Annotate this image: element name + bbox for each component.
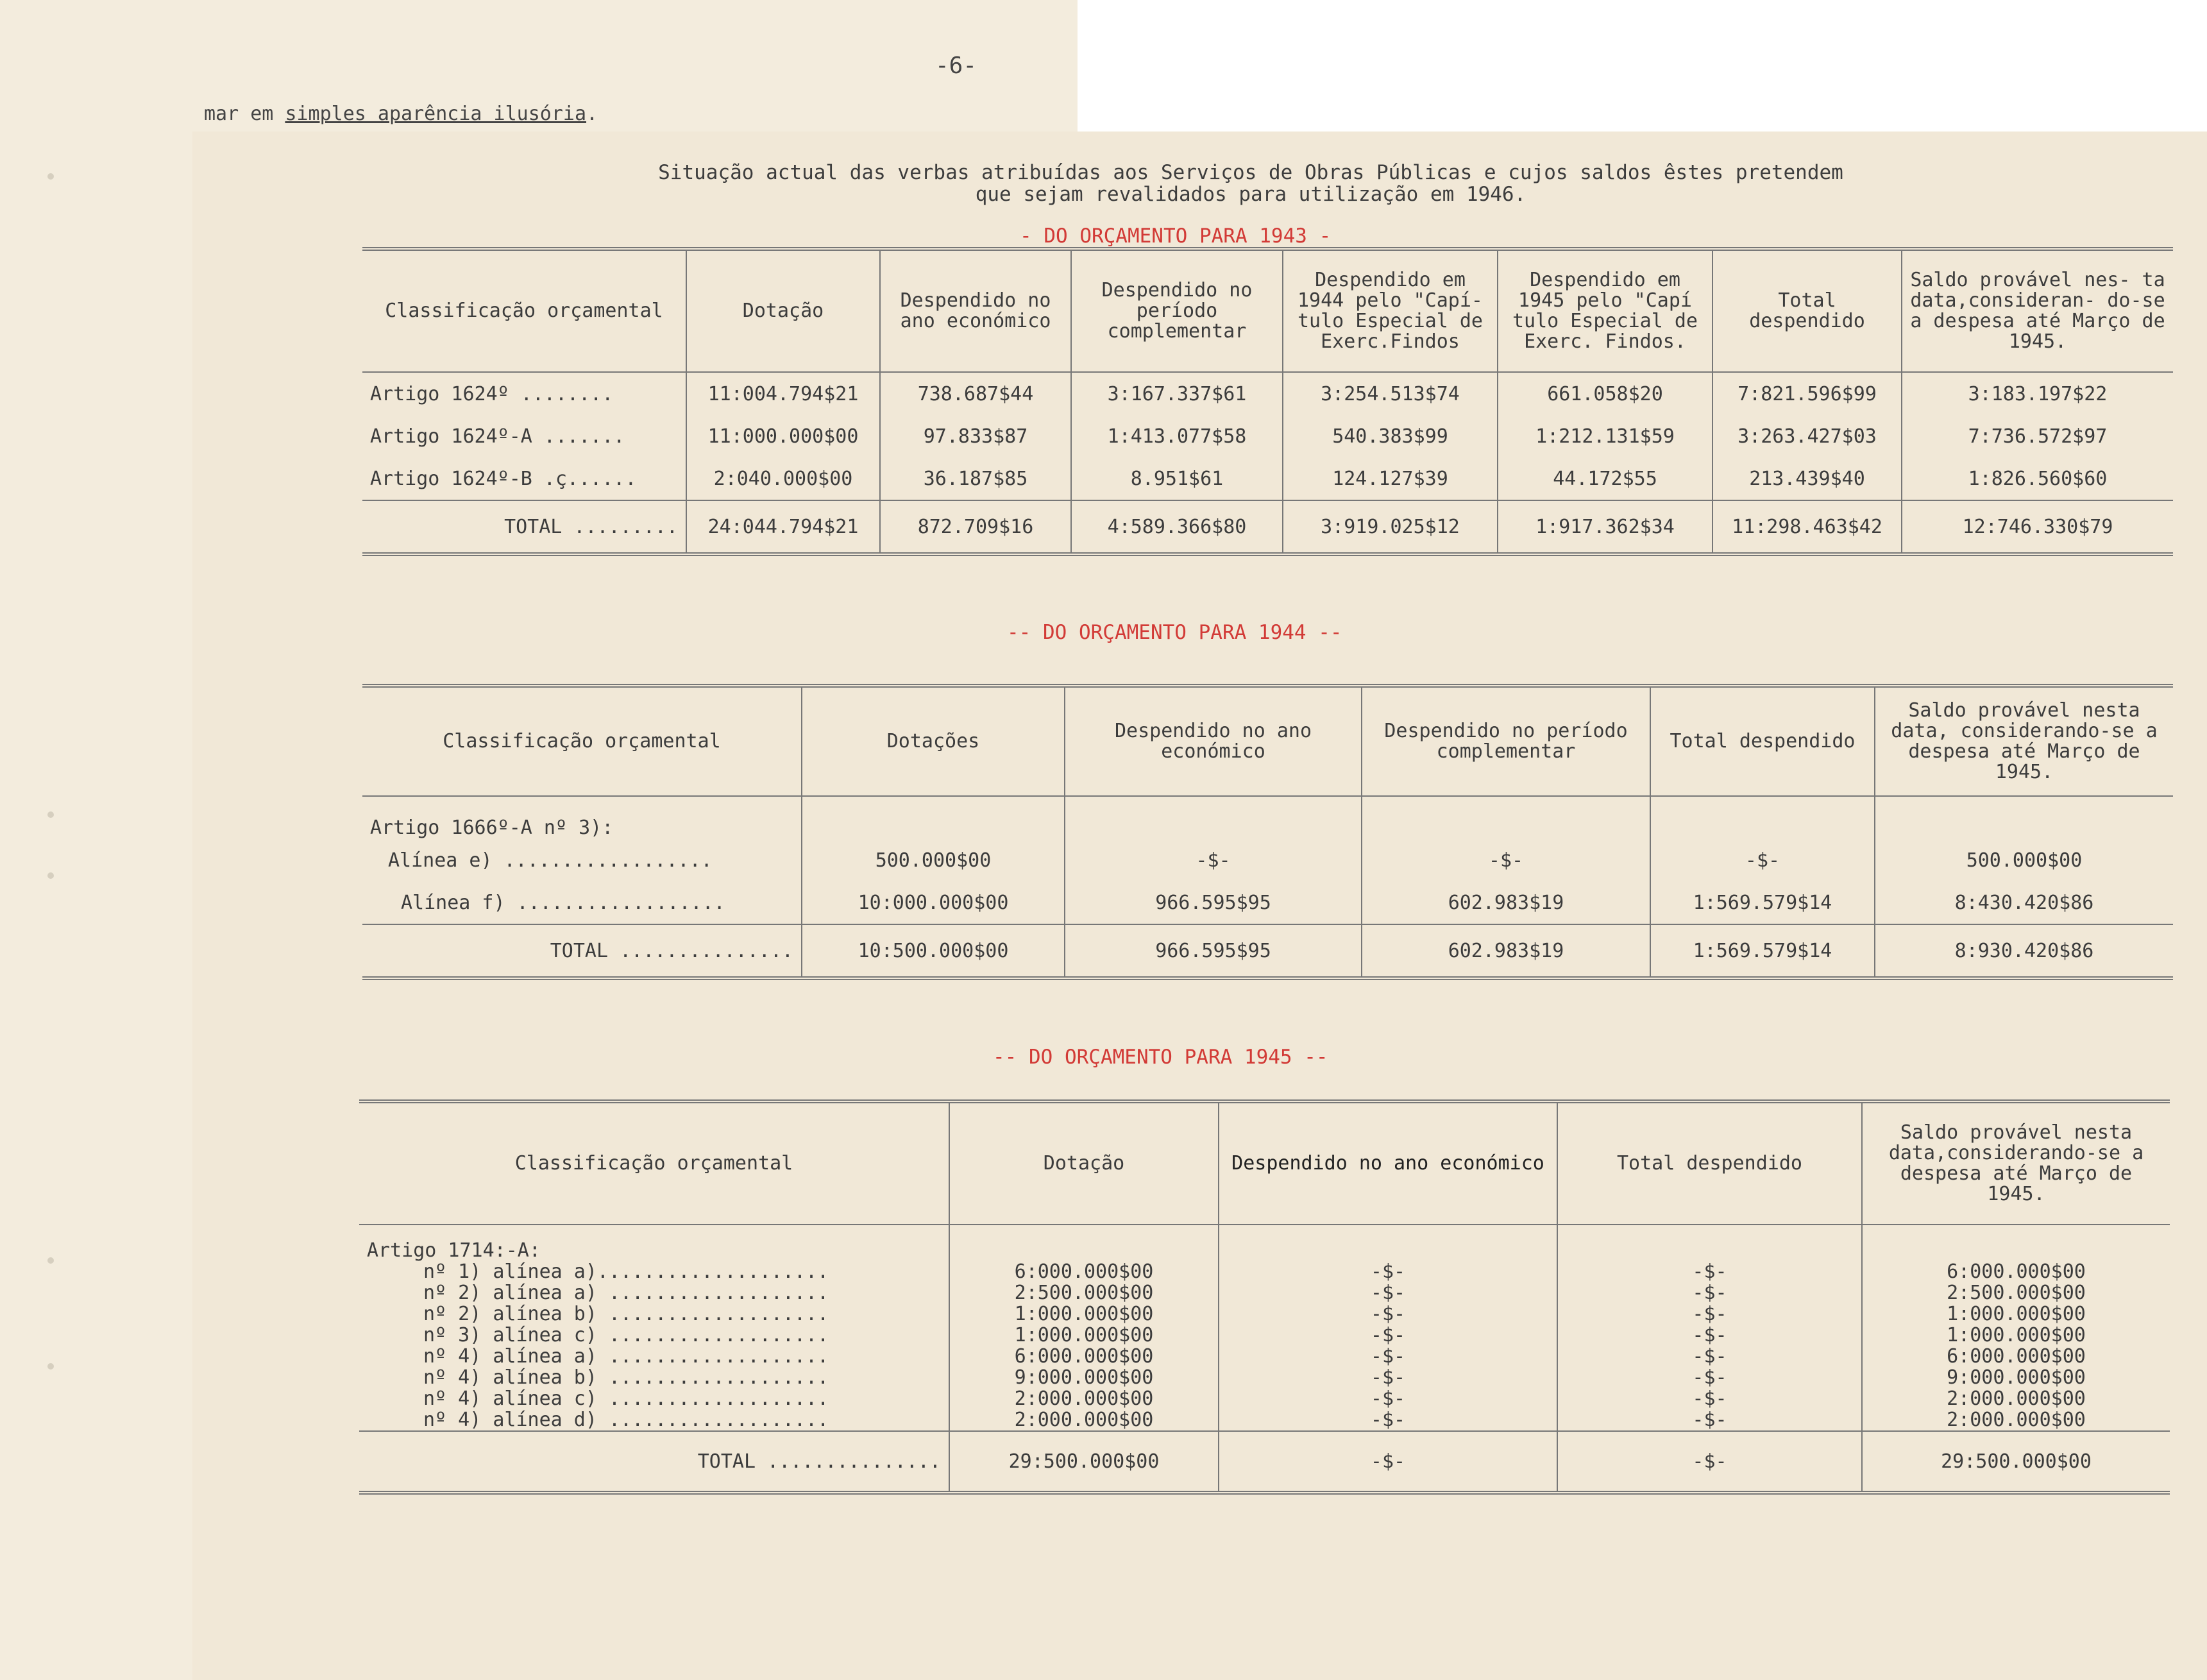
cell-ano-economico: -$- xyxy=(1219,1346,1557,1367)
col-header-classificacao: Classificação orçamental xyxy=(359,1101,949,1225)
cell-total-despendido: -$- xyxy=(1557,1261,1862,1282)
total-saldo-provavel: 29:500.000$00 xyxy=(1862,1431,2170,1493)
cell-total-despendido: -$- xyxy=(1557,1303,1862,1325)
table-row xyxy=(359,1303,2170,1325)
row-label: Alínea f) .................. xyxy=(401,891,725,914)
intro-line-1: Situação actual das verbas atribuídas aos Serviços de Obras Públicas e cujos saldos êstes pretendem xyxy=(658,161,1843,184)
section-heading-1945: -- DO ORÇAMENTO PARA 1945 -- xyxy=(993,1046,1328,1069)
cell-total-despendido: -$- xyxy=(1557,1409,1862,1431)
total-total-despendido: 11:298.463$42 xyxy=(1712,500,1902,554)
table-row xyxy=(362,415,2173,457)
cell-saldo-provavel: 500.000$00 xyxy=(1875,839,2173,881)
cell-periodo-complementar: 1:413.077$58 xyxy=(1071,415,1283,457)
cell-total-despendido: 1:569.579$14 xyxy=(1650,881,1875,924)
cell-ano-economico: 36.187$85 xyxy=(880,457,1071,500)
article-label: Artigo 1666º-A nº 3): xyxy=(370,817,614,839)
col-header-total-despendido: Total despendido xyxy=(1712,249,1902,372)
cell-ano-economico: -$- xyxy=(1219,1282,1557,1303)
col-header-ano-economico: Despendido no ano económico xyxy=(880,249,1071,372)
total-periodo-complementar: 602.983$19 xyxy=(1362,924,1650,978)
col-header-total-despendido: Total despendido xyxy=(1650,686,1875,796)
table-header-row xyxy=(362,249,2173,372)
cell-despendido-1945: 661.058$20 xyxy=(1498,372,1712,415)
cell-ano-economico: -$- xyxy=(1065,839,1362,881)
cell-total-despendido: 3:263.427$03 xyxy=(1712,415,1902,457)
cell-saldo-provavel: 1:000.000$00 xyxy=(1862,1325,2170,1346)
table-row xyxy=(359,1261,2170,1282)
cell-saldo-provavel: 6:000.000$00 xyxy=(1862,1261,2170,1282)
total-total-despendido: 1:569.579$14 xyxy=(1650,924,1875,978)
row-label: Artigo 1624º-B .ç...... xyxy=(370,467,637,490)
col-header-saldo-provavel: Saldo provável nes- ta data,consideran- do-se a despesa até Março de 1945. xyxy=(1902,249,2173,372)
cell-total-despendido: -$- xyxy=(1650,839,1875,881)
table-row xyxy=(362,881,2173,924)
total-label: TOTAL ......... xyxy=(362,500,686,554)
col-header-dotacoes: Dotações xyxy=(802,686,1065,796)
cell-ano-economico: -$- xyxy=(1219,1388,1557,1409)
row-label: nº 4) alínea c) ................... xyxy=(423,1387,829,1410)
total-ano-economico: 872.709$16 xyxy=(880,500,1071,554)
cell-saldo-provavel: 2:000.000$00 xyxy=(1862,1409,2170,1431)
table-1944 xyxy=(362,684,2173,980)
cell-saldo-provavel: 3:183.197$22 xyxy=(1902,372,2173,415)
cell-periodo-complementar: 8.951$61 xyxy=(1071,457,1283,500)
article-label: Artigo 1714:-A: xyxy=(367,1239,541,1262)
article-row xyxy=(362,796,2173,839)
cell-total-despendido: -$- xyxy=(1557,1388,1862,1409)
col-header-classificacao: Classificação orçamental xyxy=(362,249,686,372)
cell-ano-economico: -$- xyxy=(1219,1325,1557,1346)
table-row xyxy=(359,1409,2170,1431)
table-row xyxy=(362,839,2173,881)
col-header-saldo-provavel: Saldo provável nesta data,considerando-se a despesa até Março de 1945. xyxy=(1862,1101,2170,1225)
back-text-after: . xyxy=(586,103,598,125)
cell-periodo-complementar: -$- xyxy=(1362,839,1650,881)
total-dotacao: 24:044.794$21 xyxy=(686,500,880,554)
section-heading-1943: - DO ORÇAMENTO PARA 1943 - xyxy=(1020,225,1332,248)
table-row xyxy=(359,1388,2170,1409)
cell-ano-economico: -$- xyxy=(1219,1303,1557,1325)
cell-ano-economico: -$- xyxy=(1219,1409,1557,1431)
cell-dotacao: 2:000.000$00 xyxy=(949,1409,1219,1431)
cell-ano-economico: -$- xyxy=(1219,1261,1557,1282)
row-label: nº 2) alínea b) ................... xyxy=(423,1303,829,1325)
binder-hole-mark xyxy=(47,1363,54,1370)
col-header-total-despendido: Total despendido xyxy=(1557,1101,1862,1225)
cell-periodo-complementar: 3:167.337$61 xyxy=(1071,372,1283,415)
total-saldo-provavel: 8:930.420$86 xyxy=(1875,924,2173,978)
cell-dotacao: 6:000.000$00 xyxy=(949,1261,1219,1282)
binder-hole-mark xyxy=(47,872,54,879)
cell-dotacoes: 500.000$00 xyxy=(802,839,1065,881)
intro-text xyxy=(577,162,1924,205)
cell-ano-economico: -$- xyxy=(1219,1367,1557,1388)
table-row xyxy=(359,1367,2170,1388)
table-row xyxy=(362,372,2173,415)
table-header-row xyxy=(362,686,2173,796)
cell-saldo-provavel: 9:000.000$00 xyxy=(1862,1367,2170,1388)
cell-saldo-provavel: 8:430.420$86 xyxy=(1875,881,2173,924)
row-label: nº 3) alínea c) ................... xyxy=(423,1324,829,1346)
section-heading-1944: -- DO ORÇAMENTO PARA 1944 -- xyxy=(1007,621,1342,644)
cell-despendido-1945: 1:212.131$59 xyxy=(1498,415,1712,457)
total-dotacao: 29:500.000$00 xyxy=(949,1431,1219,1493)
table-header-row xyxy=(359,1101,2170,1225)
cell-dotacao: 11:004.794$21 xyxy=(686,372,880,415)
total-label: TOTAL ............... xyxy=(362,924,802,978)
cell-total-despendido: -$- xyxy=(1557,1346,1862,1367)
table-row xyxy=(359,1325,2170,1346)
row-label: nº 2) alínea a) ................... xyxy=(423,1282,829,1304)
col-header-classificacao: Classificação orçamental xyxy=(362,686,802,796)
row-label: nº 4) alínea d) ................... xyxy=(423,1409,829,1431)
cell-ano-economico: 97.833$87 xyxy=(880,415,1071,457)
cell-dotacao: 9:000.000$00 xyxy=(949,1367,1219,1388)
cell-total-despendido: -$- xyxy=(1557,1325,1862,1346)
col-header-saldo-provavel: Saldo provável nesta data, considerando-se a despesa até Março de 1945. xyxy=(1875,686,2173,796)
total-total-despendido: -$- xyxy=(1557,1431,1862,1493)
cell-dotacao: 6:000.000$00 xyxy=(949,1346,1219,1367)
col-header-ano-economico: Despendido no ano económico xyxy=(1219,1101,1557,1225)
row-label: nº 1) alínea a).................... xyxy=(423,1260,829,1283)
cell-total-despendido: 213.439$40 xyxy=(1712,457,1902,500)
article-row xyxy=(359,1225,2170,1261)
table-1945 xyxy=(359,1099,2170,1495)
table-row xyxy=(362,457,2173,500)
cell-despendido-1944: 3:254.513$74 xyxy=(1283,372,1498,415)
row-label: nº 4) alínea a) ................... xyxy=(423,1345,829,1368)
intro-line-2: que sejam revalidados para utilização em 1946. xyxy=(975,183,1526,206)
binder-hole-mark xyxy=(47,173,54,180)
total-label: TOTAL ............... xyxy=(359,1431,949,1493)
total-row xyxy=(362,500,2173,554)
row-label: nº 4) alínea b) ................... xyxy=(423,1366,829,1389)
col-header-dotacao: Dotação xyxy=(949,1101,1219,1225)
cell-total-despendido: -$- xyxy=(1557,1282,1862,1303)
total-saldo-provavel: 12:746.330$79 xyxy=(1902,500,2173,554)
table-row xyxy=(359,1346,2170,1367)
total-row xyxy=(362,924,2173,978)
col-header-dotacao: Dotação xyxy=(686,249,880,372)
cell-dotacao: 1:000.000$00 xyxy=(949,1325,1219,1346)
total-despendido-1944: 3:919.025$12 xyxy=(1283,500,1498,554)
back-page-text xyxy=(204,103,598,125)
cell-ano-economico: 738.687$44 xyxy=(880,372,1071,415)
cell-saldo-provavel: 6:000.000$00 xyxy=(1862,1346,2170,1367)
cell-saldo-provavel: 2:500.000$00 xyxy=(1862,1282,2170,1303)
col-header-periodo-complementar: Despendido no período complementar xyxy=(1071,249,1283,372)
table-row xyxy=(359,1282,2170,1303)
total-ano-economico: -$- xyxy=(1219,1431,1557,1493)
cell-ano-economico: 966.595$95 xyxy=(1065,881,1362,924)
total-dotacoes: 10:500.000$00 xyxy=(802,924,1065,978)
binder-hole-mark xyxy=(47,811,54,818)
col-header-despendido-1945: Despendido em 1945 pelo "Capí tulo Especial de Exerc. Findos. xyxy=(1498,249,1712,372)
col-header-despendido-1944: Despendido em 1944 pelo "Capí- tulo Especial de Exerc.Findos xyxy=(1283,249,1498,372)
cell-dotacao: 11:000.000$00 xyxy=(686,415,880,457)
col-header-periodo-complementar: Despendido no período complementar xyxy=(1362,686,1650,796)
row-label: Artigo 1624º ........ xyxy=(370,382,614,405)
col-header-ano-economico: Despendido no ano económico xyxy=(1065,686,1362,796)
back-text-before: mar em xyxy=(204,103,285,125)
cell-dotacao: 2:000.000$00 xyxy=(949,1388,1219,1409)
cell-saldo-provavel: 1:000.000$00 xyxy=(1862,1303,2170,1325)
cell-dotacao: 2:500.000$00 xyxy=(949,1282,1219,1303)
row-label: Alínea e) .................. xyxy=(388,849,713,872)
binder-hole-mark xyxy=(47,1257,54,1264)
page-number: -6- xyxy=(935,53,977,79)
back-text-underlined: simples aparência ilusória xyxy=(285,103,587,125)
total-ano-economico: 966.595$95 xyxy=(1065,924,1362,978)
cell-despendido-1944: 540.383$99 xyxy=(1283,415,1498,457)
cell-saldo-provavel: 2:000.000$00 xyxy=(1862,1388,2170,1409)
cell-despendido-1944: 124.127$39 xyxy=(1283,457,1498,500)
cell-saldo-provavel: 1:826.560$60 xyxy=(1902,457,2173,500)
cell-saldo-provavel: 7:736.572$97 xyxy=(1902,415,2173,457)
cell-despendido-1945: 44.172$55 xyxy=(1498,457,1712,500)
cell-periodo-complementar: 602.983$19 xyxy=(1362,881,1650,924)
cell-dotacao: 1:000.000$00 xyxy=(949,1303,1219,1325)
table-1943 xyxy=(362,247,2173,556)
cell-dotacao: 2:040.000$00 xyxy=(686,457,880,500)
cell-dotacoes: 10:000.000$00 xyxy=(802,881,1065,924)
total-periodo-complementar: 4:589.366$80 xyxy=(1071,500,1283,554)
row-label: Artigo 1624º-A ....... xyxy=(370,425,625,448)
total-row xyxy=(359,1431,2170,1493)
cell-total-despendido: -$- xyxy=(1557,1367,1862,1388)
cell-total-despendido: 7:821.596$99 xyxy=(1712,372,1902,415)
total-despendido-1945: 1:917.362$34 xyxy=(1498,500,1712,554)
